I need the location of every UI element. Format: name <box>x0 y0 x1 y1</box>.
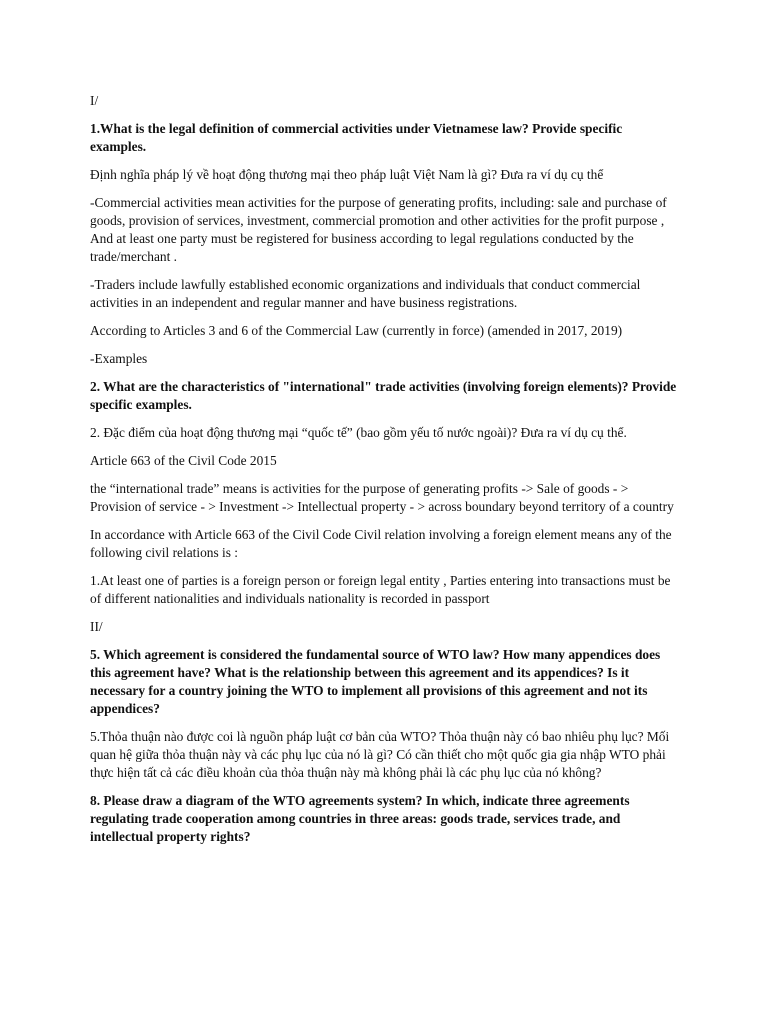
document-body <box>90 92 680 856</box>
question-2-heading: 2. What are the characteristics of "international" trade activities (involving foreign elements)? Provide specific examples. <box>90 379 677 412</box>
civil-code-reference: Article 663 of the Civil Code 2015 <box>90 453 277 468</box>
section-heading-ii: II/ <box>90 619 103 634</box>
section-heading-i: I/ <box>90 93 99 108</box>
question-2-vietnamese: 2. Đặc điểm của hoạt động thương mại “quốc tế” (bao gồm yếu tố nước ngoài)? Đưa ra ví dụ cụ thể. <box>90 425 627 440</box>
international-trade-definition: the “international trade” means is activities for the purpose of generating profits -> Sale of goods - > Provision of service - > Investment -> Intellectual property - > across boundary beyond territory of a country <box>90 481 674 514</box>
commercial-activities-definition: -Commercial activities mean activities for the purpose of generating profits, including: sale and purchase of goods, provision of services, investment, commercial promotion and other activities for the profit purpose , And at least one party must be registered for business according to legal regulations conducted by the trade/merchant . <box>90 195 667 264</box>
question-5-vietnamese: 5.Thỏa thuận nào được coi là nguồn pháp luật cơ bản của WTO? Thỏa thuận này có bao nhiêu phụ lục? Mối quan hệ giữa thỏa thuận này và các phụ lục của nó là gì? Có cần thiết cho một quốc gia gia nhập WTO phải thực hiện tất cả các điều khoản của thỏa thuận này mà không phải là các phụ lục của nó không? <box>90 729 670 780</box>
foreign-party-condition: 1.At least one of parties is a foreign person or foreign legal entity , Parties entering into transactions must be of different nationalities and individuals nationality is recorded in passport <box>90 573 671 606</box>
examples-label: -Examples <box>90 351 148 366</box>
question-5-heading: 5. Which agreement is considered the fundamental source of WTO law? How many appendices does this agreement have? What is the relationship between this agreement and its appendices? Is it necessary for a country joining the WTO to implement all provisions of this agreement and not its appendices? <box>90 647 661 716</box>
question-1-vietnamese: Định nghĩa pháp lý về hoạt động thương mại theo pháp luật Việt Nam là gì? Đưa ra ví dụ cụ thể <box>90 167 604 182</box>
commercial-law-reference: According to Articles 3 and 6 of the Commercial Law (currently in force) (amended in 2017, 2019) <box>90 323 623 338</box>
traders-definition: -Traders include lawfully established economic organizations and individuals that conduct commercial activities in an independent and regular manner and have business registrations. <box>90 277 641 310</box>
question-1-heading: 1.What is the legal definition of commercial activities under Vietnamese law? Provide specific examples. <box>90 121 623 154</box>
question-8-heading: 8. Please draw a diagram of the WTO agreements system? In which, indicate three agreements regulating trade cooperation among countries in three areas: goods trade, services trade, and intellectual property rights? <box>90 793 630 844</box>
civil-relation-paragraph: In accordance with Article 663 of the Civil Code Civil relation involving a foreign element means any of the following civil relations is : <box>90 527 672 560</box>
